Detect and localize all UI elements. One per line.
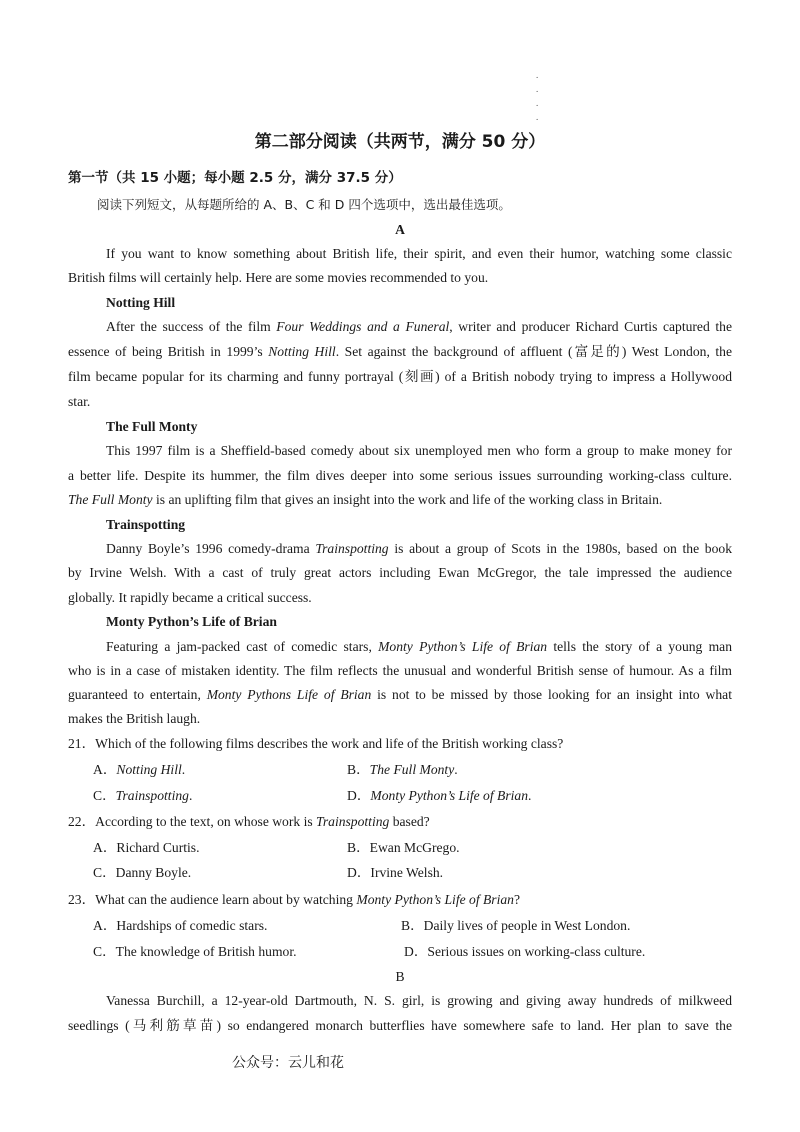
passage-b-line-1: Vanessa Burchill, a 12-year-old Dartmouth, N. S. girl, is growing and giving away hundreds of milkweed [106,993,732,1008]
trainspotting-line-1: Danny Boyle’s 1996 comedy-drama Trainspotting is about a group of Scots in the 1980s, based on the book [106,541,732,556]
python-line-1: Featuring a jam-packed cast of comedic stars, Monty Python’s Life of Brian tells the story of a young man [106,639,733,654]
question-23-stem: 23．What can the audience learn about by watching Monty Python’s Life of Brian? [68,892,521,907]
question-22-stem: 22．According to the text, on whose work is Trainspotting based? [68,814,430,829]
intro-line-2: British films will certainly help. Here are some movies recommended to you. [68,270,489,285]
q22-option-d: D．Irvine Welsh. [347,865,444,880]
notting-line-2: essence of being British in 1999’s Notting Hill. Set against the background of affluent (富足的) West London, the [68,344,732,359]
film-heading-trainspotting: Trainspotting [106,517,186,532]
q23-option-b: B．Daily lives of people in West London. [401,918,631,933]
passage-b-label: B [395,969,405,984]
q21-option-b: B．The Full Monty. [347,762,458,777]
notting-line-1: After the success of the film Four Weddings and a Funeral, writer and producer Richard Curtis captured the [106,319,732,334]
passage-a-label: A [395,222,405,237]
python-line-3: guaranteed to entertain, Monty Pythons Life of Brian is not to be missed by those looking for an insight into what [68,687,732,702]
monty-line-3: The Full Monty is an uplifting film that gives an insight into the work and life of the working class in Britain. [68,492,663,507]
film-heading-notting-hill: Notting Hill [106,295,176,310]
q21-option-a: A．Notting Hill. [93,762,186,777]
q23-option-a: A．Hardships of comedic stars. [93,918,268,933]
intro-line-1: If you want to know something about British life, their spirit, and even their humor, watching some classic [106,246,732,261]
q22-option-b: B．Ewan McGrego. [347,840,460,855]
question-21-stem: 21．Which of the following films describes the work and life of the British working class? [68,736,564,751]
section-heading: 第一节（共 15 小题；每小题 2.5 分，满分 37.5 分） [68,170,402,186]
q22-option-a: A．Richard Curtis. [93,840,200,855]
q23-option-d: D．Serious issues on working-class culture. [404,944,646,959]
q23-option-c: C．The knowledge of British humor. [93,944,297,959]
film-heading-full-monty: The Full Monty [106,419,198,434]
notting-line-4: star. [68,394,91,409]
margin-dots: . . . . [536,70,539,122]
q22-option-c: C．Danny Boyle. [93,865,192,880]
film-heading-life-of-brian: Monty Python’s Life of Brian [106,614,277,629]
q21-option-d: D．Monty Python’s Life of Brian. [347,788,532,803]
instructions: 阅读下列短文，从每题所给的 A、B、C 和 D 四个选项中，选出最佳选项。 [97,197,511,212]
python-line-2: who is in a case of mistaken identity. The film reflects the unusual and wonderful British sense of humour. As a film [68,663,732,678]
monty-line-1: This 1997 film is a Sheffield-based comedy about six unemployed men who form a group to make money for [106,443,732,458]
trainspotting-line-2: by Irvine Welsh. With a cast of truly great actors including Ewan McGregor, the tale impressed the audience [68,565,732,580]
python-line-4: makes the British laugh. [68,711,201,726]
passage-b-line-2: seedlings (马利筋草苗) so endangered monarch butterflies have somewhere safe to land. Her plan to save the [68,1018,732,1033]
monty-line-2: a better life. Despite its hummer, the film dives deeper into some serious issues surrounding working-class culture. [68,468,732,483]
notting-line-3: film became popular for its charming and funny portrayal (刻画) of a British nobody trying to impress a Hollywood [68,369,732,384]
page-title: 第二部分阅读（共两节，满分 50 分） [254,132,546,152]
footer-watermark: 公众号：云儿和花 [232,1055,344,1071]
q21-option-c: C．Trainspotting. [93,788,193,803]
trainspotting-line-3: globally. It rapidly became a critical success. [68,590,312,605]
